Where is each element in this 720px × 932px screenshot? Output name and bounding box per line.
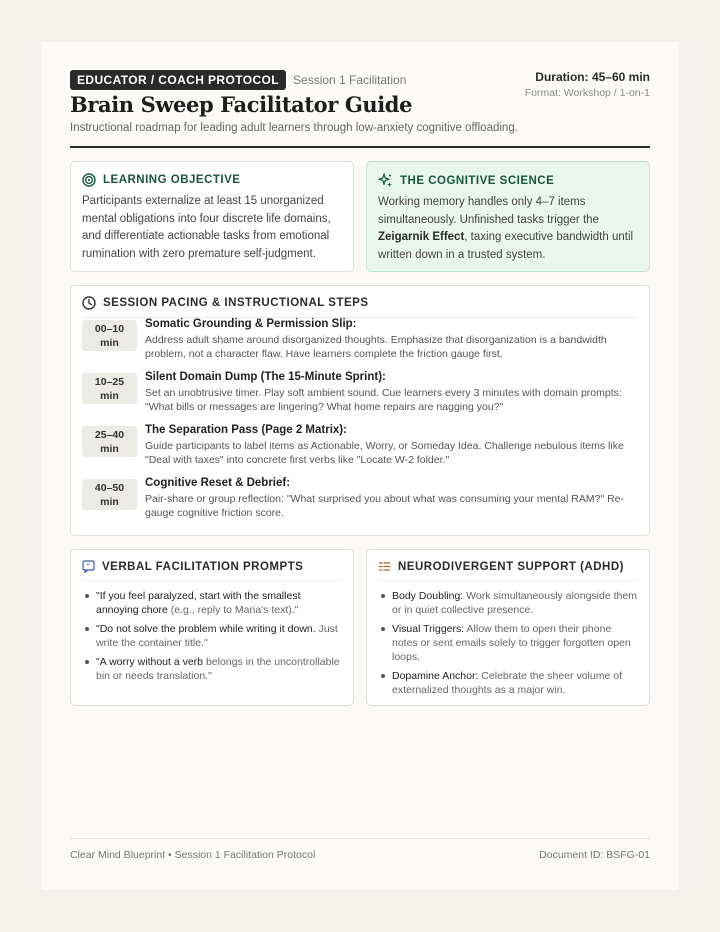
- step-time-range: 40–50: [94, 482, 125, 494]
- session-tag: Session 1 Facilitation: [293, 73, 407, 87]
- step-content: [145, 318, 638, 361]
- session-meta: [525, 70, 650, 99]
- format-label: Format: Workshop / 1-on-1: [524, 87, 650, 99]
- science-text-part: Working memory handles only 4–7 items simultaneously. Unfinished tasks trigger the: [378, 196, 599, 226]
- pacing-step: [82, 318, 638, 371]
- step-time-chip: [82, 479, 137, 510]
- support-desc: Celebrate the sheer volume of externalized thoughts as a major win.: [392, 670, 622, 696]
- header: [70, 70, 650, 134]
- clock-icon: [82, 296, 96, 310]
- verbal-prompts-card: [70, 549, 354, 706]
- neurodivergent-support-card: [366, 549, 650, 706]
- header-divider: [70, 146, 650, 148]
- step-time-range: 25–40: [94, 429, 125, 441]
- list-item: [378, 622, 638, 664]
- cognitive-science-card: [366, 161, 650, 272]
- list-item: [378, 669, 638, 697]
- pacing-step: [82, 424, 638, 477]
- cognitive-science-heading: [378, 173, 638, 188]
- speech-bubble-icon: [82, 560, 95, 573]
- support-desc: Allow them to open their phone notes or sent emails solely to trigger forgotten open loops.: [392, 623, 631, 663]
- neurodivergent-support-title: NEURODIVERGENT SUPPORT (ADHD): [398, 560, 624, 573]
- sparkle-icon: [378, 173, 393, 188]
- prompt-emphasis: "A worry without a verb: [96, 656, 204, 668]
- list-item: [378, 589, 638, 617]
- document-id: Document ID: BSFG-01: [539, 849, 650, 861]
- session-pacing-title: SESSION PACING & INSTRUCTIONAL STEPS: [103, 297, 369, 309]
- step-time-chip: [82, 320, 137, 351]
- list-icon: [378, 560, 391, 573]
- zeigarnik-effect-term: Zeigarnik Effect: [378, 231, 465, 243]
- list-item: [82, 622, 342, 650]
- learning-objective-title: LEARNING OBJECTIVE: [103, 174, 241, 186]
- prompt-rest: Just write the container title.": [96, 623, 338, 649]
- document-page: [42, 42, 678, 890]
- verbal-prompts-title: VERBAL FACILITATION PROMPTS: [102, 560, 304, 573]
- prompt-emphasis: "If you feel paralyzed, start with the smallest annoying chore: [96, 590, 301, 616]
- verbal-prompts-list: [82, 589, 342, 683]
- step-title: The Separation Pass (Page 2 Matrix):: [145, 424, 347, 436]
- step-description: Set an unobtrusive timer. Play soft ambient sound. Cue learners every 3 minutes with domain prompts: "What bills or messages are lingering? What home repairs are nagging you?": [145, 387, 622, 413]
- list-item: [82, 655, 342, 683]
- verbal-prompts-heading: [82, 560, 342, 581]
- prompt-emphasis: "Do not solve the problem while writing it down.: [96, 623, 316, 635]
- step-title: Cognitive Reset & Debrief:: [145, 477, 291, 489]
- footer-source: Clear Mind Blueprint • Session 1 Facilitation Protocol: [70, 849, 316, 861]
- step-time-unit: min: [100, 496, 119, 508]
- learning-objective-card: [70, 161, 354, 272]
- step-description: Address adult shame around disorganized thoughts. Emphasize that disorganization is a bandwidth problem, not a character flaw. Have learners complete the friction gauge first.: [145, 334, 607, 360]
- step-description: Guide participants to label items as Actionable, Worry, or Someday Idea. Challenge nebulous items like "Deal with taxes" into concrete first verbs like "Locate W-2 folder.": [145, 440, 624, 466]
- target-icon: [82, 173, 96, 187]
- support-desc: Work simultaneously alongside them or in quiet collective presence.: [392, 590, 637, 616]
- step-title: Somatic Grounding & Permission Slip:: [145, 318, 357, 330]
- step-time-range: 10–25: [94, 376, 125, 388]
- cognitive-science-title: THE COGNITIVE SCIENCE: [400, 174, 555, 187]
- page-title: Brain Sweep Facilitator Guide: [70, 92, 413, 117]
- prompt-rest: belongs in the uncontrollable bin or needs translation.": [96, 656, 340, 682]
- support-term: Visual Triggers:: [392, 623, 465, 635]
- list-item: [82, 589, 342, 617]
- page-subtitle: Instructional roadmap for leading adult learners through low-anxiety cognitive offloading.: [70, 122, 518, 134]
- step-content: [145, 371, 638, 414]
- duration-label: Duration: 45–60 min: [535, 70, 650, 84]
- support-term: Body Doubling:: [392, 590, 464, 602]
- step-time-unit: min: [100, 443, 119, 455]
- neurodivergent-support-heading: [378, 560, 638, 581]
- prompt-rest: (e.g., reply to Maria's text).": [167, 604, 299, 616]
- protocol-badge: EDUCATOR / COACH PROTOCOL: [70, 70, 286, 90]
- footer-divider: [70, 838, 650, 839]
- session-pacing-card: [70, 285, 650, 536]
- step-time-unit: min: [100, 390, 119, 402]
- svg-text:”: ”: [86, 563, 91, 570]
- step-time-range: 00–10: [94, 323, 125, 335]
- learning-objective-heading: [82, 173, 342, 187]
- step-content: [145, 477, 638, 520]
- session-pacing-heading: [82, 296, 638, 318]
- step-description: Pair-share or group reflection: "What surprised you about what was consuming your mental RAM?" Re-gauge cognitive friction score.: [145, 493, 625, 519]
- step-title: Silent Domain Dump (The 15-Minute Sprint):: [145, 371, 386, 383]
- support-term: Dopamine Anchor:: [392, 670, 479, 682]
- pacing-step: [82, 477, 638, 530]
- step-time-chip: [82, 426, 137, 457]
- step-content: [145, 424, 638, 467]
- neurodivergent-support-list: [378, 589, 638, 697]
- learning-objective-text: Participants externalize at least 15 unorganized mental obligations into four discrete life domains, and differentiate actionable tasks from emotional rumination with zero premature self-judgment.: [82, 195, 331, 260]
- pacing-step: [82, 371, 638, 424]
- step-time-unit: min: [100, 337, 119, 349]
- step-time-chip: [82, 373, 137, 404]
- cognitive-science-text: [378, 194, 638, 264]
- science-text-part: , taxing executive bandwidth until written down in a trusted system.: [378, 231, 634, 261]
